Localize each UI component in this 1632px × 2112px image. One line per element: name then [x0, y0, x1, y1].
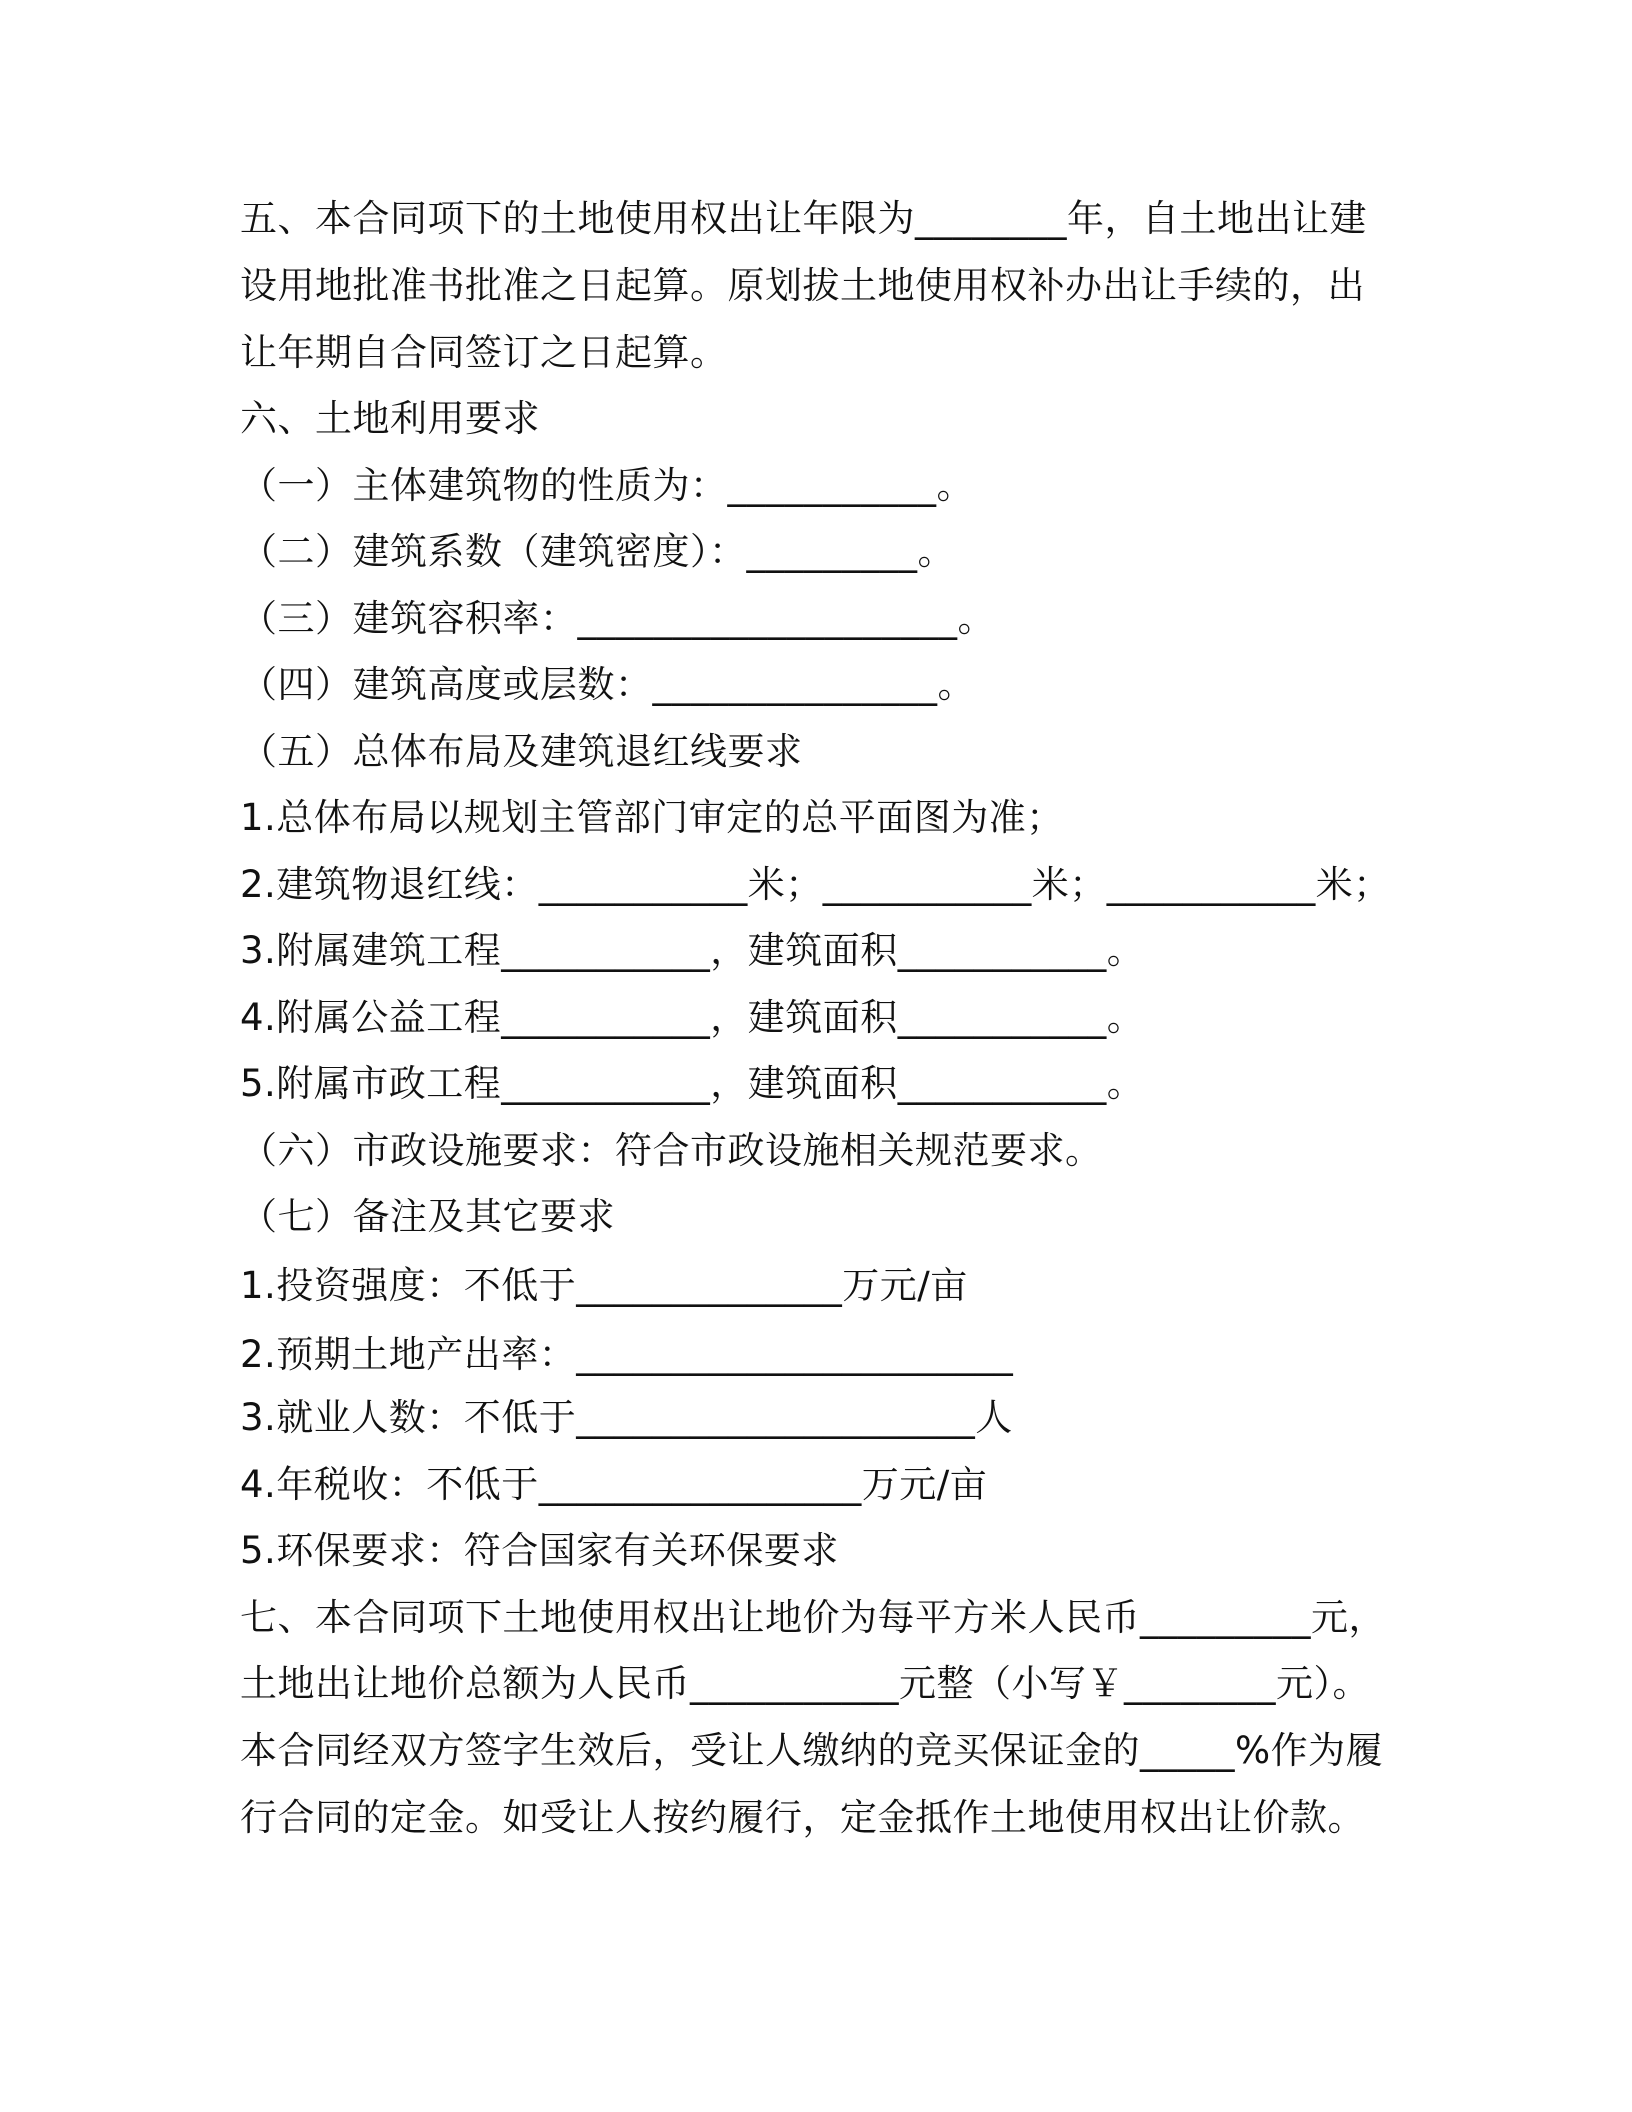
clause-5-line-1: 五、本合同项下的土地使用权出让年限为________年，自土地出让建	[240, 197, 1367, 240]
layout-point-5: 5.附属市政工程___________，建筑面积___________。	[240, 1062, 1145, 1105]
item-6-municipal: （六）市政设施要求：符合市政设施相关规范要求。	[240, 1129, 1103, 1172]
item-5-layout-heading: （五）总体布局及建筑退红线要求	[240, 730, 803, 773]
item-2-building-density: （二）建筑系数（建筑密度）：_________。	[240, 530, 955, 573]
item-7-remarks-heading: （七）备注及其它要求	[240, 1195, 615, 1238]
remark-3-employment: 3.就业人数：不低于_____________________人	[240, 1396, 1013, 1439]
clause-7-line-2: 土地出让地价总额为人民币___________元整（小写￥________元）。	[240, 1662, 1370, 1705]
section-6-heading: 六、土地利用要求	[240, 397, 540, 440]
clause-7-line-3: 本合同经双方签字生效后，受让人缴纳的竞买保证金的_____%作为履	[240, 1729, 1384, 1772]
clause-7-line-1: 七、本合同项下土地使用权出让地价为每平方米人民币_________元，	[240, 1596, 1386, 1639]
remark-2-output-rate: 2.预期土地产出率：_______________________	[240, 1333, 1014, 1376]
item-3-floor-area-ratio: （三）建筑容积率：____________________。	[240, 597, 995, 640]
item-1-building-nature: （一）主体建筑物的性质为：___________。	[240, 464, 974, 507]
layout-point-3: 3.附属建筑工程___________，建筑面积___________。	[240, 929, 1145, 972]
remark-5-environment: 5.环保要求：符合国家有关环保要求	[240, 1529, 839, 1572]
remark-4-tax: 4.年税收：不低于_________________万元/亩	[240, 1463, 988, 1506]
remark-1-investment: 1.投资强度：不低于______________万元/亩	[240, 1264, 968, 1307]
clause-5-line-3: 让年期自合同签订之日起算。	[240, 331, 728, 374]
item-4-building-height: （四）建筑高度或层数：_______________。	[240, 663, 975, 706]
layout-point-2: 2.建筑物退红线：___________米；___________米；___________米；	[240, 863, 1391, 906]
layout-point-1: 1.总体布局以规划主管部门审定的总平面图为准；	[240, 796, 1064, 839]
layout-point-4: 4.附属公益工程___________，建筑面积___________。	[240, 996, 1145, 1039]
clause-5-line-2: 设用地批准书批准之日起算。原划拔土地使用权补办出让手续的，出	[240, 264, 1365, 307]
clause-7-line-4: 行合同的定金。如受让人按约履行，定金抵作土地使用权出让价款。	[240, 1796, 1365, 1839]
